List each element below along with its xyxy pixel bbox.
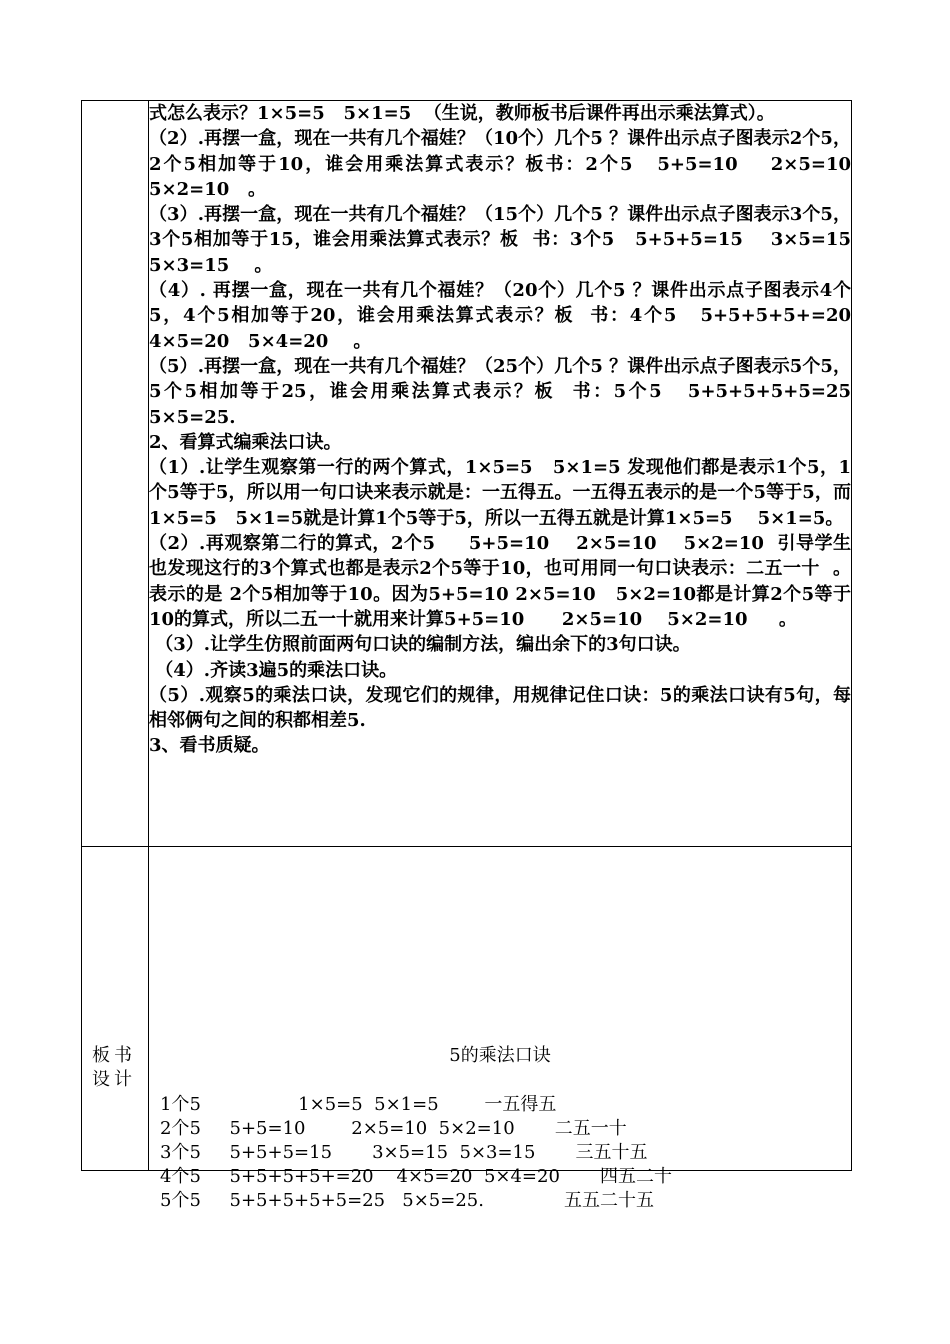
paragraph: （1）.让学生观察第一行的两个算式，1×5=5 5×1=5 发现他们都是表示1个5，1个5等于5，所以用一句口诀来表示就是：一五得五。一五得五表示的是一个5等于5，而1×5=5 5×1=5就是计算1个5等于5，所以一五得五就是计算1×5=5 5×1=5。: [149, 457, 852, 529]
paragraph: 式怎么表示？1×5=5 5×1=5 （生说，教师板书后课件再出示乘法算式）。: [149, 103, 775, 124]
board-line: 2个5 5+5=10 2×5=10 5×2=10 二五一十: [160, 1118, 627, 1139]
board-design-label: [92, 1044, 136, 1092]
paragraph: （3）.让学生仿照前面两句口诀的编制方法，编出余下的3句口诀。: [149, 634, 691, 656]
paragraph: （4）.齐读3遍5的乘法口诀。: [149, 659, 398, 681]
board-line: 1个5 1×5=5 5×1=5 一五得五: [160, 1094, 557, 1115]
board-design-label-cell: [82, 847, 149, 1171]
board-design-label-line1: 板书: [92, 1045, 136, 1066]
board-design-row: [82, 847, 852, 1171]
teaching-process-content: [149, 101, 883, 847]
paragraph: （2）.再摆一盒，现在一共有几个福娃？（10个）几个5 ？课件出示点子图表示2个5，2个5相加等于10，谁会用乘法算式表示？板书：2个5 5+5=10 2×5=10 5×2=10 。: [149, 128, 870, 200]
board-line: 5个5 5+5+5+5+5=25 5×5=25. 五五二十五: [160, 1190, 655, 1211]
paragraph: （5）.观察5的乘法口诀，发现它们的规律，用规律记住口诀：5的乘法口诀有5句，每相邻俩句之间的积都相差5.: [149, 684, 851, 732]
paragraph: （4）. 再摆一盒，现在一共有几个福娃？（20个）几个5 ？课件出示点子图表示4个5，4个5相加等于20，谁会用乘法算式表示？板 书：4个5 5+5+5+5+=20 4×5=20 5×4=20 。: [149, 280, 877, 352]
section-heading: 2、看算式编乘法口诀。: [149, 431, 342, 453]
paragraph: （5）.再摆一盒，现在一共有几个福娃？（25个）几个5 ？课件出示点子图表示5个5，5个5相加等于25，谁会用乘法算式表示？板 书：5个5 5+5+5+5+5=25 5×5=25.: [149, 355, 883, 428]
board-line: 3个5 5+5+5=15 3×5=15 5×3=15 三五十五: [160, 1142, 648, 1163]
board-design-content: [149, 847, 852, 1211]
paragraph: （2）.再观察第二行的算式，2个5 5+5=10 2×5=10 5×2=10 引导学生也发现这行的3个算式也都是表示2个5等于10，也可用同一句口诀表示：二五一十 。表示的是 2个5相加等于10。因为5+5=10 2×5=10 5×2=10都是计算2个5等于10的算式，所以二五一十就用来计算5+5=10 2×5=10 5×2=10 。: [149, 533, 851, 630]
paragraph: （3）.再摆一盒，现在一共有几个福娃？（15个）几个5 ？课件出示点子图表示3个5，3个5相加等于15，谁会用乘法算式表示？板 书：3个5 5+5+5=15 3×5=15 5×3=15 。: [149, 204, 877, 276]
board-design-label-line2: 设计: [92, 1069, 136, 1090]
empty-label-cell: [82, 101, 149, 847]
board-line: 4个5 5+5+5+5+=20 4×5=20 5×4=20 四五二十: [160, 1166, 672, 1187]
section-heading: 3、看书质疑。: [149, 735, 270, 757]
lesson-plan-table: [81, 100, 883, 1211]
teaching-process-row: [82, 101, 852, 847]
board-title: 5的乘法口诀: [449, 1045, 551, 1066]
